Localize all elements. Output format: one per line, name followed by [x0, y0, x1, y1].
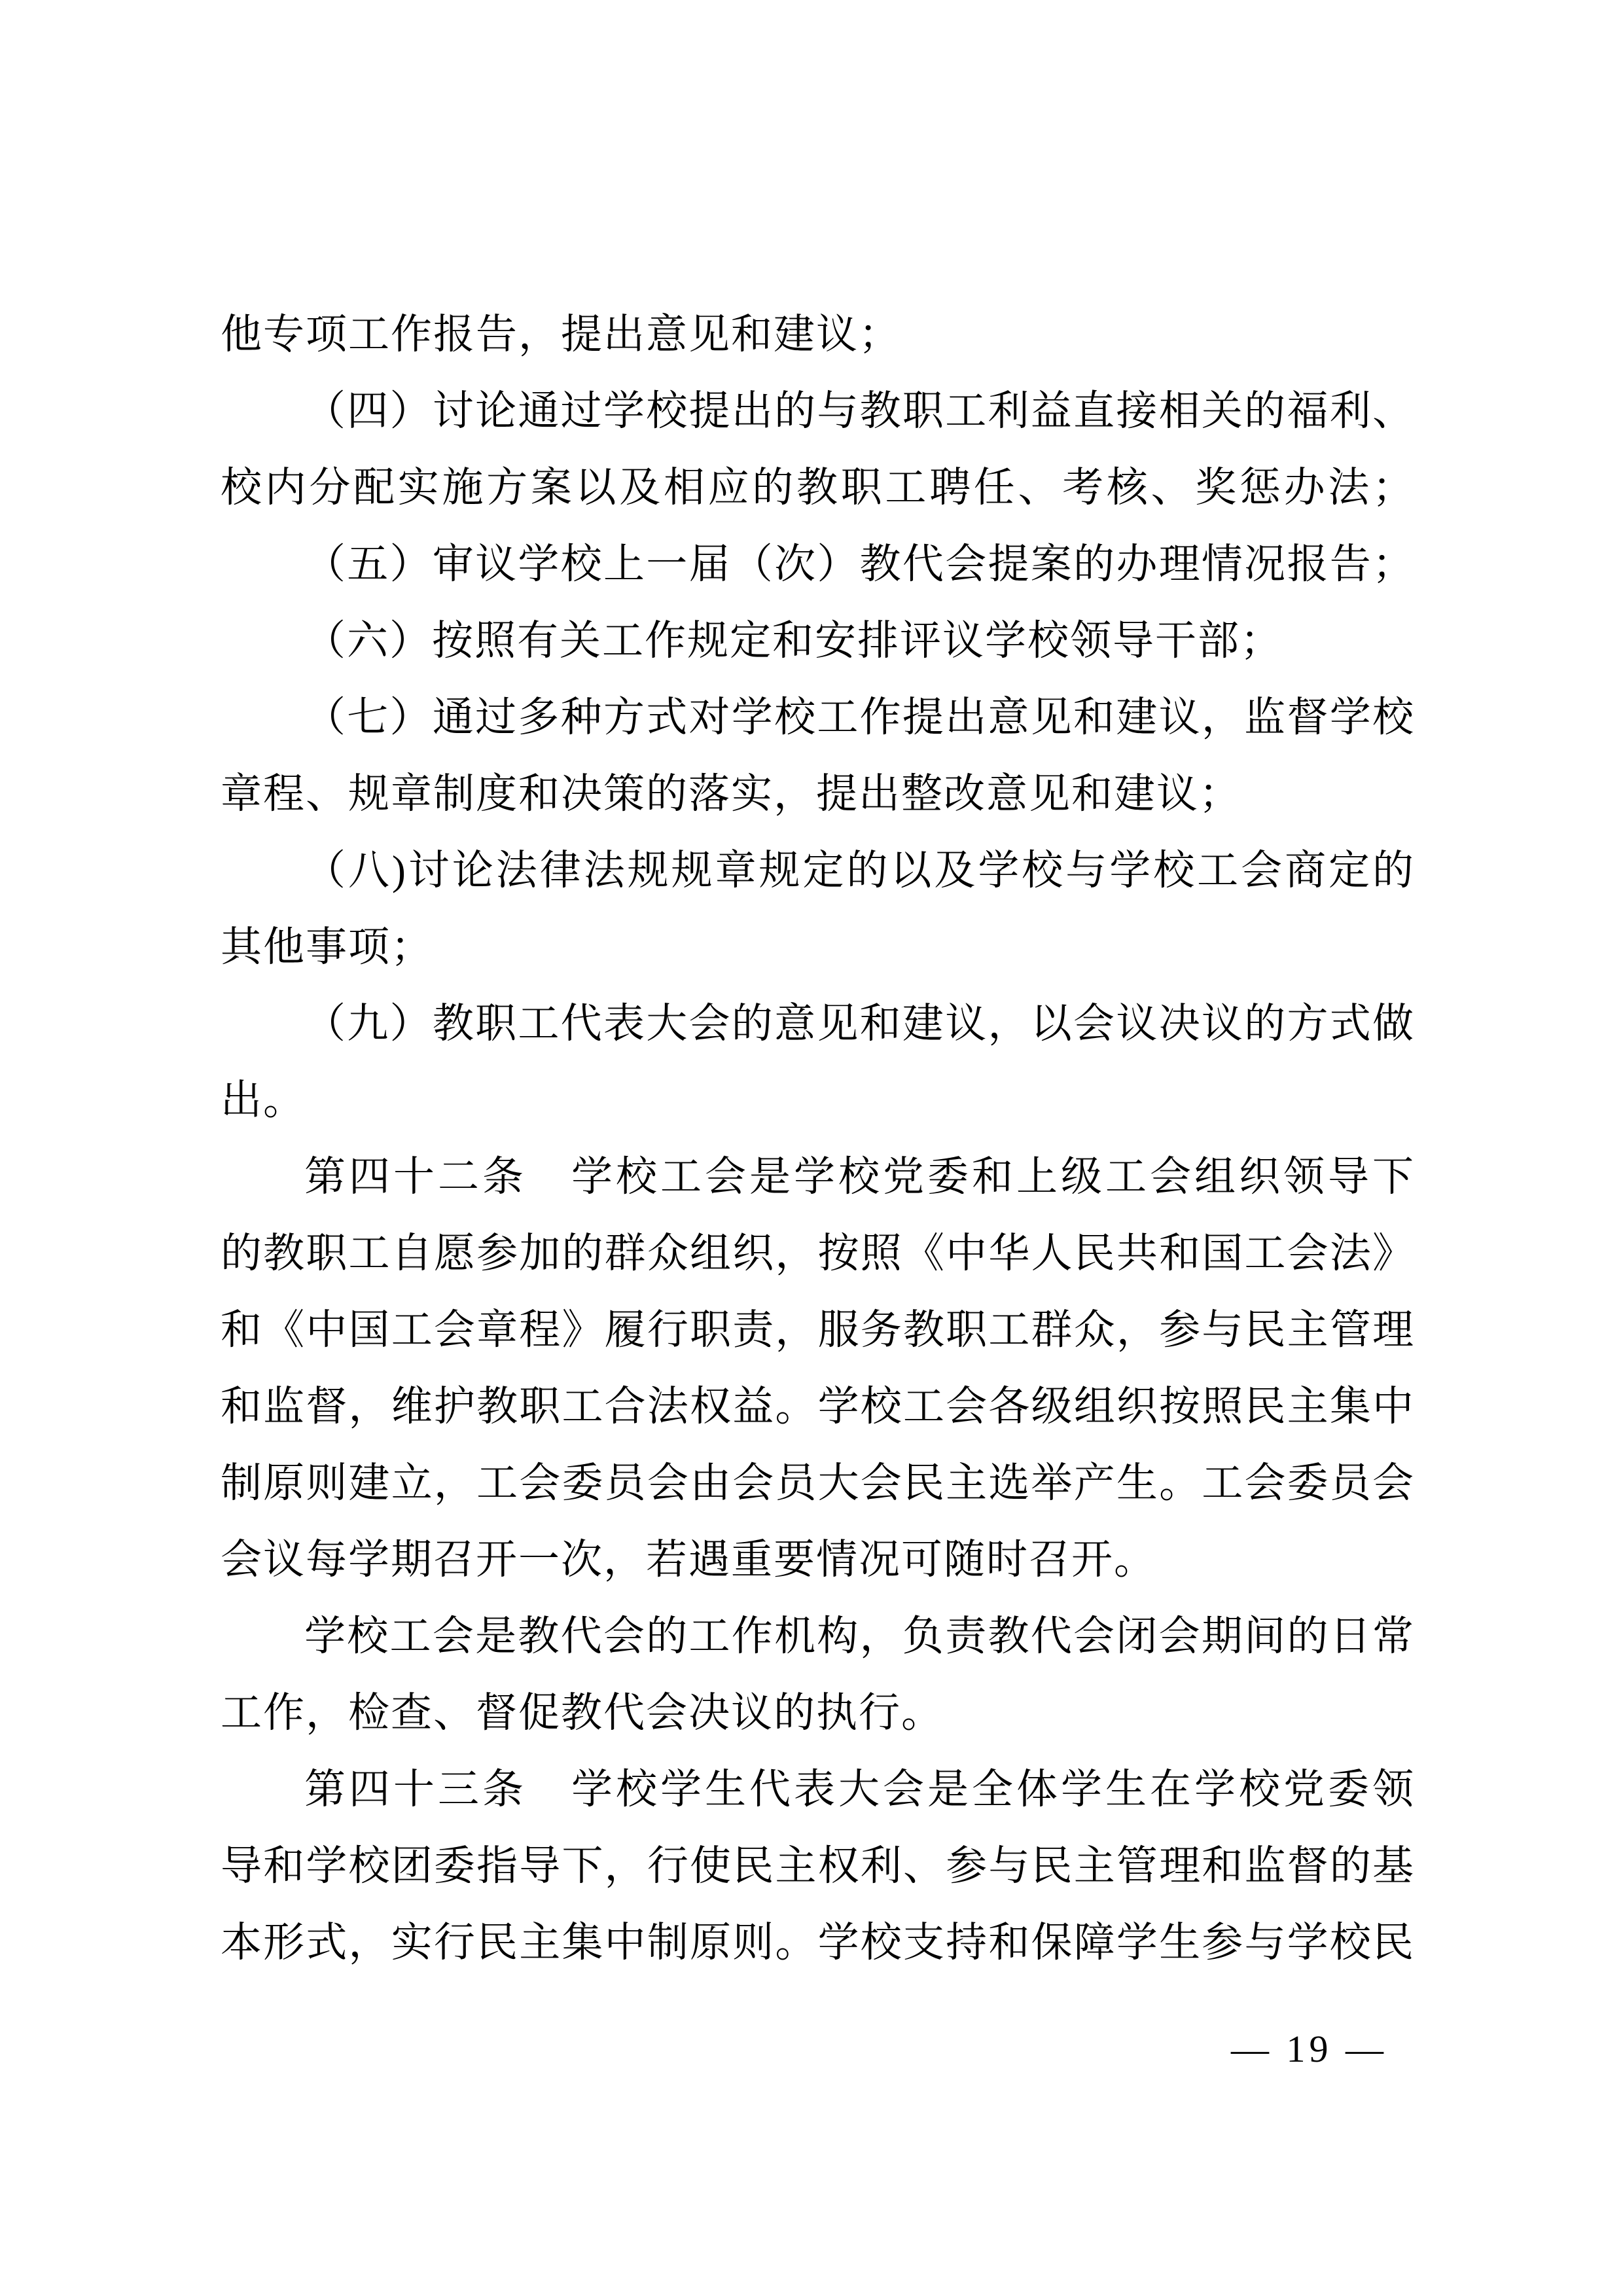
text-line: 和监督，维护教职工合法权益。学校工会各级组织按照民主集中 [221, 1384, 1414, 1429]
text-line: （五）审议学校上一届（次）教代会提案的办理情况报告； [304, 541, 1414, 587]
text-line: 和《中国工会章程》履行职责，服务教职工群众，参与民主管理 [221, 1307, 1414, 1353]
page-number: — 19 — [1231, 2028, 1387, 2070]
text-line: 章程、规章制度和决策的落实，提出整改意见和建议； [221, 771, 1241, 817]
text-line: （八)讨论法律法规规章规定的以及学校与学校工会商定的 [304, 848, 1414, 893]
text-line: 其他事项； [221, 924, 433, 970]
text-line: 工作，检查、督促教代会决议的执行。 [221, 1690, 944, 1736]
text-line: 的教职工自愿参加的群众组织，按照《中华人民共和国工会法》 [221, 1230, 1414, 1276]
text-line: 制原则建立，工会委员会由会员大会民主选举产生。工会委员会 [221, 1460, 1414, 1506]
text-line: 他专项工作报告，提出意见和建议； [221, 312, 901, 357]
text-line: （六）按照有关工作规定和安排评议学校领导干部； [304, 618, 1283, 664]
text-line: 校内分配实施方案以及相应的教职工聘任、考核、奖惩办法； [221, 465, 1414, 511]
text-line: 出。 [221, 1077, 306, 1123]
text-line: 第四十三条 学校学生代表大会是全体学生在学校党委领 [304, 1767, 1414, 1812]
text-line: （九）教职工代表大会的意见和建议，以会议决议的方式做 [304, 1001, 1414, 1047]
text-line: （四）讨论通过学校提出的与教职工利益直接相关的福利、 [304, 388, 1414, 434]
text-line: 会议每学期召开一次，若遇重要情况可随时召开。 [221, 1537, 1156, 1583]
text-line: 导和学校团委指导下，行使民主权利、参与民主管理和监督的基 [221, 1843, 1414, 1889]
text-line: 第四十二条 学校工会是学校党委和上级工会组织领导下 [304, 1154, 1414, 1200]
text-line: 学校工会是教代会的工作机构，负责教代会闭会期间的日常 [304, 1613, 1414, 1659]
text-line: （七）通过多种方式对学校工作提出意见和建议，监督学校 [304, 694, 1414, 740]
document-body [221, 296, 1414, 1981]
text-line: 本形式，实行民主集中制原则。学校支持和保障学生参与学校民 [221, 1920, 1414, 1965]
